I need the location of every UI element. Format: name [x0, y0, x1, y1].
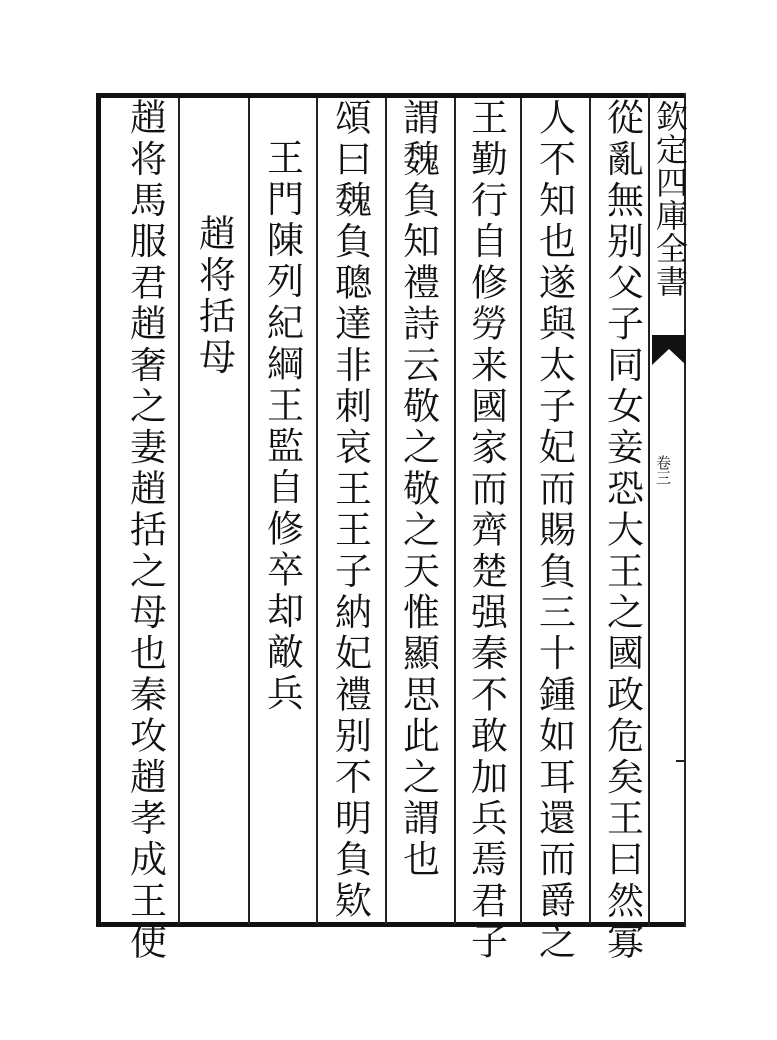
fish-tail-mark	[652, 335, 686, 365]
margin-tick	[676, 760, 684, 762]
column-text: 謂魏負知禮詩云敬之敬之天惟顯思此之謂也	[396, 98, 440, 881]
text-column-6	[258, 98, 306, 964]
column-text: 王勤行自修勞来國家而齊楚强秦不敢加兵焉君子	[464, 98, 508, 964]
text-column-1	[598, 98, 646, 964]
column-rule	[454, 98, 456, 924]
text-column-2	[530, 98, 578, 964]
column-text: 趙将馬服君趙奢之妻趙括之母也秦攻趙孝成王使	[123, 98, 167, 964]
column-rule	[589, 98, 591, 924]
column-rule	[178, 98, 180, 924]
text-column-3	[462, 98, 510, 964]
column-rule	[248, 98, 250, 924]
column-rule	[316, 98, 318, 924]
text-column-5	[326, 98, 374, 924]
column-text: 從亂無别父子同女妾恐大王之國政危矣王曰然寡	[600, 98, 644, 964]
column-rule	[385, 98, 387, 924]
margin-book-title: 欽定四庫全書	[651, 100, 689, 298]
margin-juan-number: 卷三	[654, 455, 672, 485]
text-column-4	[394, 98, 442, 924]
column-rule	[520, 98, 522, 924]
column-text: 頌曰魏負聰達非刺哀王王子納妃禮别不明負欵	[328, 98, 372, 922]
section-heading: 趙将括母	[192, 214, 236, 379]
column-text: 王門陳列紀綱王監自修卒却敵兵	[260, 138, 304, 715]
column-text: 人不知也遂與太子妃而賜負三十鍾如耳還而爵之	[532, 98, 576, 964]
text-column-8	[121, 98, 169, 964]
text-column-7-heading	[190, 98, 238, 1040]
